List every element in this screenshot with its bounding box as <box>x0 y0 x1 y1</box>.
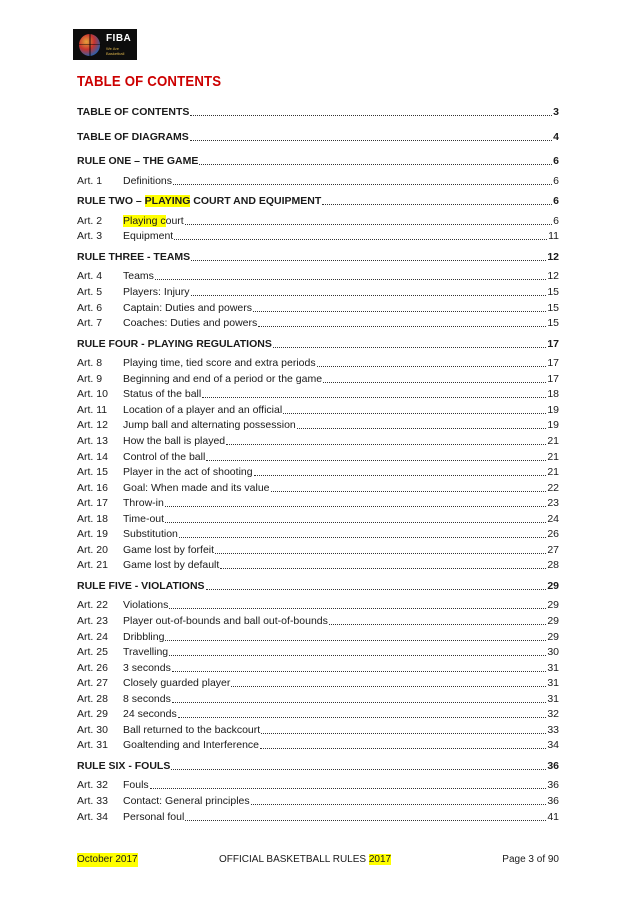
toc-article-entry[interactable] <box>77 450 559 464</box>
toc-article-number: Art. 14 <box>77 450 108 463</box>
toc-page-number: 24 <box>547 512 559 525</box>
toc-entry-label: Fouls <box>123 779 149 792</box>
footer-date: October 2017 <box>77 854 138 865</box>
toc-article-entry[interactable] <box>77 614 559 628</box>
toc-page-number: 21 <box>547 434 559 447</box>
toc-leader-dots <box>173 174 552 185</box>
toc-page-number: 34 <box>547 739 559 752</box>
toc-page-number: 29 <box>547 599 559 612</box>
toc-article-number: Art. 1 <box>77 174 103 187</box>
toc-article-entry[interactable] <box>77 778 559 792</box>
toc-article-number: Art. 18 <box>77 512 108 525</box>
toc-leader-dots <box>172 661 546 672</box>
toc-article-entry[interactable] <box>77 692 559 706</box>
toc-section-entry[interactable] <box>77 250 559 264</box>
toc-entry-label: RULE FOUR - PLAYING REGULATIONS <box>77 337 272 350</box>
toc-leader-dots <box>191 250 546 261</box>
toc-entry-label: Contact: General principles <box>123 795 250 807</box>
toc-page-number: 15 <box>547 317 559 330</box>
toc-leader-dots <box>165 496 546 507</box>
toc-article-entry[interactable] <box>77 481 559 495</box>
toc-entry-label: TABLE OF CONTENTS <box>77 106 190 118</box>
toc-leader-dots <box>150 778 547 789</box>
toc-entry-label: 3 seconds <box>123 661 171 674</box>
logo-tagline: We Are Basketball <box>105 45 125 56</box>
toc-entry-label-part: ourt <box>165 214 184 227</box>
logo-text: FIBA <box>105 32 132 44</box>
toc-page-number: 36 <box>547 779 559 792</box>
toc-entry-label: Game lost by forfeit <box>123 543 215 556</box>
toc-article-entry[interactable] <box>77 301 559 315</box>
toc-article-number: Art. 16 <box>77 481 108 494</box>
toc-leader-dots <box>185 214 552 225</box>
toc-article-number: Art. 25 <box>77 646 108 658</box>
toc-article-number: Art. 20 <box>77 543 108 556</box>
toc-page-number: 26 <box>547 528 559 541</box>
toc-page-number: 17 <box>547 337 559 350</box>
toc-page-number: 18 <box>547 388 559 401</box>
toc-section-entry[interactable] <box>77 154 559 168</box>
toc-page-number: 29 <box>547 579 559 592</box>
toc-section-entry[interactable] <box>77 130 559 144</box>
toc-article-entry[interactable] <box>77 645 559 659</box>
toc-entry-label: Throw-in <box>123 497 164 510</box>
toc-article-number: Art. 32 <box>77 779 108 792</box>
toc-leader-dots <box>317 356 547 367</box>
toc-page-number: 6 <box>553 214 559 227</box>
toc-article-number: Art. 7 <box>77 317 103 330</box>
toc-article-number: Art. 19 <box>77 528 108 541</box>
toc-entry-label: Equipment <box>123 230 174 243</box>
toc-article-entry[interactable] <box>77 661 559 675</box>
toc-page-number: 11 <box>548 230 559 243</box>
toc-page-number: 33 <box>547 723 559 736</box>
toc-entry-label: Personal foul <box>123 810 185 823</box>
toc-article-entry[interactable] <box>77 174 559 188</box>
toc-article-number: Art. 3 <box>77 230 103 243</box>
toc-leader-dots <box>171 759 546 770</box>
toc-article-entry[interactable] <box>77 356 559 370</box>
toc-entry-label: TABLE OF DIAGRAMS <box>77 130 189 143</box>
toc-page-number: 29 <box>547 615 559 627</box>
toc-entry-label: Goaltending and Interference <box>123 739 260 752</box>
toc-leader-dots <box>329 614 546 625</box>
toc-article-entry[interactable] <box>77 598 559 612</box>
toc-leader-dots <box>165 512 546 523</box>
toc-page-number: 17 <box>547 372 559 385</box>
toc-article-number: Art. 12 <box>77 419 108 432</box>
toc-leader-dots <box>261 723 546 734</box>
toc-entry-label: Closely guarded player <box>123 677 231 690</box>
toc-article-number: Art. 22 <box>77 599 108 612</box>
toc-article-number: Art. 33 <box>77 795 108 807</box>
toc-entry-label: Location of a player and an official <box>123 403 283 416</box>
page-title: TABLE OF CONTENTS <box>77 73 222 90</box>
toc-page-number: 12 <box>547 250 559 263</box>
toc-article-number: Art. 21 <box>77 559 108 572</box>
toc-article-entry[interactable] <box>77 810 559 824</box>
toc-entry-label: Time-out <box>123 512 165 525</box>
toc-leader-dots <box>190 105 552 116</box>
toc-page-number: 22 <box>547 481 559 494</box>
toc-page-number: 19 <box>547 419 559 432</box>
toc-entry-label-part: PLAYING <box>144 195 191 208</box>
toc-entry-label: Goal: When made and its value <box>123 481 270 494</box>
toc-article-number: Art. 28 <box>77 692 108 705</box>
toc-article-entry[interactable] <box>77 707 559 721</box>
toc-entry-label: Violations <box>123 599 169 612</box>
toc-section-entry[interactable] <box>77 194 559 208</box>
toc-page-number: 6 <box>553 155 559 168</box>
toc-article-number: Art. 17 <box>77 497 108 510</box>
toc-section-entry[interactable] <box>77 105 559 119</box>
toc-page-number: 12 <box>547 270 559 283</box>
toc-entry-label: Player in the act of shooting <box>123 466 253 478</box>
toc-article-number: Art. 5 <box>77 286 103 298</box>
toc-leader-dots <box>169 598 546 609</box>
toc-leader-dots <box>251 794 547 805</box>
toc-page-number: 28 <box>547 559 559 572</box>
toc-leader-dots <box>206 579 547 590</box>
toc-page-number: 32 <box>547 708 559 721</box>
toc-leader-dots <box>271 481 547 492</box>
toc-leader-dots <box>206 450 546 461</box>
toc-page-number: 36 <box>547 759 559 772</box>
toc-leader-dots <box>169 645 546 656</box>
toc-leader-dots <box>231 676 546 687</box>
toc-entry-label: How the ball is played <box>123 434 226 447</box>
toc-entry-label: Ball returned to the backcourt <box>123 723 261 736</box>
toc-page-number: 31 <box>547 692 559 705</box>
toc-entry-label: Game lost by default <box>123 559 220 572</box>
toc-entry-label-part: RULE TWO – <box>77 195 145 208</box>
toc-leader-dots <box>258 316 546 327</box>
toc-page-number: 19 <box>547 403 559 416</box>
toc-leader-dots <box>202 387 546 398</box>
toc-entry-label: Teams <box>123 270 154 283</box>
toc-article-entry[interactable] <box>77 676 559 690</box>
toc-article-number: Art. 27 <box>77 677 108 690</box>
toc-page-number: 15 <box>547 301 559 314</box>
logo-wordmark <box>106 34 137 56</box>
toc-entry-label: Travelling <box>123 646 169 658</box>
toc-page-number: 21 <box>547 466 559 478</box>
toc-entry-label: Coaches: Duties and powers <box>123 317 258 330</box>
toc-article-entry[interactable] <box>77 630 559 644</box>
toc-entry-label-part: COURT AND EQUIPMENT <box>190 195 322 208</box>
toc-leader-dots <box>220 558 546 569</box>
toc-page-number: 41 <box>547 810 559 823</box>
toc-entry-label: 8 seconds <box>123 692 171 705</box>
toc-article-number: Art. 31 <box>77 739 108 752</box>
toc-article-number: Art. 11 <box>77 403 108 416</box>
toc-article-number: Art. 24 <box>77 630 108 643</box>
toc-article-entry[interactable] <box>77 418 559 432</box>
toc-article-number: Art. 13 <box>77 434 108 447</box>
toc-leader-dots <box>178 707 547 718</box>
toc-article-entry[interactable] <box>77 403 559 417</box>
toc-page-number: 31 <box>547 677 559 690</box>
toc-article-entry[interactable] <box>77 387 559 401</box>
toc-leader-dots <box>253 301 546 312</box>
toc-entry-label: RULE THREE - TEAMS <box>77 250 191 263</box>
toc-page-number: 23 <box>547 497 559 510</box>
toc-section-entry[interactable] <box>77 579 559 593</box>
toc-article-entry[interactable] <box>77 434 559 448</box>
toc-article-number: Art. 9 <box>77 372 103 385</box>
toc-article-number: Art. 15 <box>77 466 108 478</box>
toc-article-number: Art. 4 <box>77 270 103 283</box>
toc-leader-dots <box>172 692 546 703</box>
toc-entry-label: Player out-of-bounds and ball out-of-bounds <box>123 615 328 627</box>
toc-leader-dots <box>190 130 552 141</box>
toc-leader-dots <box>215 543 546 554</box>
toc-entry-label <box>77 194 321 208</box>
toc-page-number: 30 <box>547 646 559 658</box>
toc-entry-label: Substitution <box>123 528 178 541</box>
toc-entry-label: RULE SIX - FOULS <box>77 759 171 772</box>
footer-page-number: Page 3 of 90 <box>502 854 559 865</box>
toc-entry-label-part: Playing c <box>123 214 166 227</box>
toc-leader-dots <box>199 154 552 165</box>
toc-page-number: 17 <box>547 357 559 370</box>
toc-entry-label: Jump ball and alternating possession <box>123 419 296 432</box>
toc-entry-label: Dribbling <box>123 630 165 643</box>
toc-article-number: Art. 26 <box>77 661 108 674</box>
toc-leader-dots <box>283 403 546 414</box>
toc-leader-dots <box>273 337 546 348</box>
toc-article-number: Art. 34 <box>77 810 108 823</box>
toc-section-entry[interactable] <box>77 337 559 351</box>
toc-entry-label: Status of the ball <box>123 388 202 401</box>
toc-article-entry[interactable] <box>77 229 559 243</box>
toc-article-entry[interactable] <box>77 269 559 283</box>
toc-article-entry[interactable] <box>77 738 559 752</box>
toc-article-number: Art. 23 <box>77 615 108 627</box>
toc-article-entry[interactable] <box>77 465 559 479</box>
toc-page-number: 3 <box>553 106 559 118</box>
toc-article-entry[interactable] <box>77 496 559 510</box>
toc-article-entry[interactable] <box>77 214 559 228</box>
toc-entry-label: Control of the ball <box>123 450 206 463</box>
toc-page-number: 29 <box>547 630 559 643</box>
toc-article-number: Art. 29 <box>77 708 108 721</box>
toc-article-number: Art. 30 <box>77 723 108 736</box>
toc-article-number: Art. 2 <box>77 214 103 227</box>
toc-article-entry[interactable] <box>77 512 559 526</box>
toc-leader-dots <box>323 372 546 383</box>
toc-leader-dots <box>297 418 547 429</box>
toc-leader-dots <box>185 810 546 821</box>
toc-article-number: Art. 6 <box>77 301 103 314</box>
toc-entry-label: Captain: Duties and powers <box>123 301 252 314</box>
toc-leader-dots <box>174 229 547 240</box>
toc-page-number: 21 <box>547 450 559 463</box>
toc-entry-label: RULE ONE – THE GAME <box>77 155 199 168</box>
toc-page-number: 36 <box>547 795 559 807</box>
toc-page-number: 6 <box>553 174 559 187</box>
toc-entry-label: Beginning and end of a period or the game <box>123 372 323 385</box>
toc-section-entry[interactable] <box>77 759 559 773</box>
toc-leader-dots <box>226 434 546 445</box>
toc-entry-label: 24 seconds <box>123 708 177 721</box>
toc-article-entry[interactable] <box>77 316 559 330</box>
toc-article-entry[interactable] <box>77 558 559 572</box>
toc-entry-label: Definitions <box>123 174 173 187</box>
fiba-logo <box>73 29 137 60</box>
toc-entry-label: Playing time, tied score and extra periods <box>123 357 316 370</box>
toc-entry-label <box>123 214 184 228</box>
page-footer <box>77 853 559 867</box>
toc-article-number: Art. 8 <box>77 357 103 370</box>
footer-doc-title-prefix: OFFICIAL BASKETBALL RULES <box>219 854 369 865</box>
toc-article-entry[interactable] <box>77 723 559 737</box>
toc-page-number: 31 <box>547 661 559 674</box>
toc-page-number: 6 <box>553 195 559 208</box>
toc-leader-dots <box>191 285 547 296</box>
toc-article-entry[interactable] <box>77 527 559 541</box>
basketball-icon <box>79 34 100 56</box>
toc-article-entry[interactable] <box>77 543 559 557</box>
toc-article-entry[interactable] <box>77 285 559 299</box>
toc-leader-dots <box>254 465 547 476</box>
toc-article-entry[interactable] <box>77 372 559 386</box>
toc-article-entry[interactable] <box>77 794 559 808</box>
toc-leader-dots <box>165 630 546 641</box>
toc-page-number: 15 <box>547 286 559 298</box>
toc-leader-dots <box>179 527 546 538</box>
footer-doc-title-year: 2017 <box>368 854 392 865</box>
toc-leader-dots <box>260 738 546 749</box>
toc-article-number: Art. 10 <box>77 388 108 401</box>
toc-page-number: 27 <box>547 543 559 556</box>
toc-page-number: 4 <box>553 130 559 143</box>
toc-entry-label: Players: Injury <box>123 286 190 298</box>
footer-doc-title <box>219 853 391 867</box>
toc-leader-dots <box>322 194 552 205</box>
toc-entry-label: RULE FIVE - VIOLATIONS <box>77 579 205 592</box>
toc-leader-dots <box>155 269 546 280</box>
